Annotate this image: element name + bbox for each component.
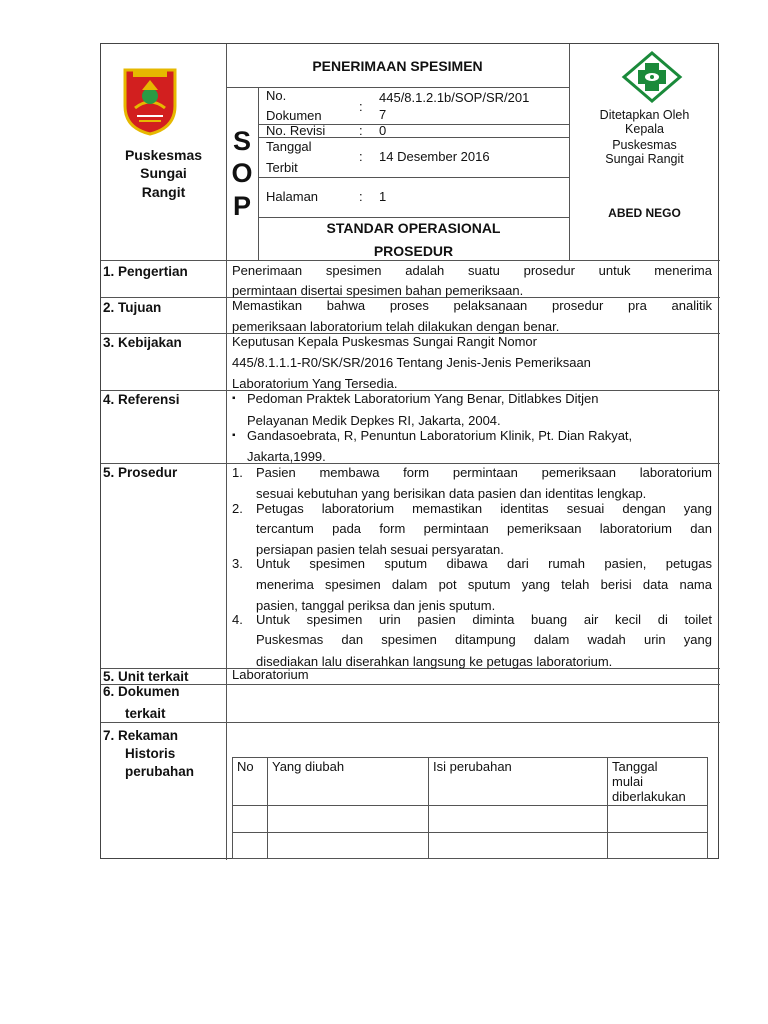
- table-cell: [268, 806, 429, 833]
- section-label-rekaman: Historis: [125, 746, 176, 761]
- table-header-cell: Tanggal mulai diberlakukan: [608, 758, 708, 806]
- step-number: 4.: [232, 612, 243, 627]
- page-title: PENERIMAAN SPESIMEN: [312, 58, 483, 74]
- step-text: Petugas laboratorium memastikan identitas sesuai dengan yang: [256, 501, 712, 516]
- table-cell: [429, 806, 608, 833]
- table-cell: [268, 833, 429, 859]
- revision-history-table: [232, 757, 708, 859]
- pengertian-text: Penerimaan spesimen adalah suatu prosedur untuk menerima: [232, 263, 712, 278]
- sop-letter: S: [232, 126, 251, 156]
- table-cell: [608, 833, 708, 859]
- divider: [226, 260, 227, 860]
- divider: [101, 722, 720, 723]
- table-header-cell: Yang diubah: [268, 758, 429, 806]
- org-name-line: Rangit: [141, 184, 186, 200]
- sop-letter: O: [231, 158, 253, 188]
- step-text: menerima spesimen dalam pot sputum yang telah berisi data nama: [256, 577, 712, 592]
- table-cell: [429, 833, 608, 859]
- kebijakan-text: Laboratorium Yang Tersedia.: [232, 376, 398, 391]
- date-label: Tanggal: [266, 139, 312, 154]
- step-text: disediakan lalu diserahkan langsung ke petugas laboratorium.: [256, 654, 613, 669]
- step-number: 2.: [232, 501, 243, 516]
- sop-document: [100, 43, 719, 859]
- revision-label: No. Revisi: [266, 123, 326, 138]
- table-row: [233, 833, 708, 859]
- step-text: Untuk spesimen sputum dibawa dari rumah pasien, petugas: [256, 556, 712, 571]
- org-name-line: Sungai: [140, 165, 187, 181]
- referensi-text: Jakarta,1999.: [247, 449, 326, 464]
- section-label-dokumen-terkait: 6. Dokumen: [103, 684, 180, 699]
- section-label-unit-terkait: 5. Unit terkait: [103, 669, 189, 684]
- org-name-line: Puskesmas: [124, 147, 203, 163]
- bullet-icon: ▪: [232, 430, 236, 441]
- step-text: tercantum pada form permintaan pemeriksaan laboratorium dan: [256, 521, 712, 536]
- approver-name: ABED NEGO: [608, 206, 681, 220]
- divider: [101, 260, 720, 261]
- table-cell: [233, 806, 268, 833]
- table-header-cell: No: [233, 758, 268, 806]
- table-cell: [233, 833, 268, 859]
- section-label-tujuan: 2. Tujuan: [103, 300, 162, 315]
- doc-no-value: 7: [379, 107, 387, 122]
- section-label-prosedur: 5. Prosedur: [103, 465, 178, 480]
- doc-no-label: Dokumen: [266, 108, 322, 123]
- step-text: pasien, tanggal periksa dan jenis sputum.: [256, 598, 496, 613]
- revision-value: 0: [379, 123, 387, 138]
- unit-terkait-value: Laboratorium: [232, 667, 309, 682]
- colon: :: [359, 99, 363, 114]
- doc-no-value: 445/8.1.2.1b/SOP/SR/201: [379, 90, 530, 105]
- section-label-referensi: 4. Referensi: [103, 392, 180, 407]
- tujuan-text: pemeriksaan laboratorium telah dilakukan dengan benar.: [232, 319, 560, 334]
- page-label: Halaman: [266, 189, 319, 204]
- step-text: sesuai kebutuhan yang berisikan data pasien dan identitas lengkap.: [256, 486, 647, 501]
- page-value: 1: [379, 189, 387, 204]
- section-label-pengertian: 1. Pengertian: [103, 264, 188, 279]
- approval-line: Kepala: [625, 122, 664, 136]
- kebijakan-text: 445/8.1.1.1-R0/SK/SR/2016 Tentang Jenis-Jenis Pemeriksaan: [232, 355, 591, 370]
- step-number: 3.: [232, 556, 243, 571]
- colon: :: [359, 189, 363, 204]
- referensi-text: Pedoman Praktek Laboratorium Yang Benar, Ditlabkes Ditjen: [247, 391, 599, 406]
- divider: [101, 684, 720, 685]
- step-text: Untuk spesimen urin pasien diminta buang air kecil di toilet: [256, 612, 712, 627]
- kebijakan-text: Keputusan Kepala Puskesmas Sungai Rangit Nomor: [232, 334, 537, 349]
- approval-line: Ditetapkan Oleh: [599, 108, 690, 122]
- regency-coat-of-arms-icon: [121, 66, 179, 136]
- referensi-text: Gandasoebrata, R, Penuntun Laboratorium Klinik, Pt. Dian Rakyat,: [247, 428, 633, 443]
- section-label-rekaman: 7. Rekaman: [103, 728, 179, 743]
- table-row: [233, 806, 708, 833]
- table-header-cell: Isi perubahan: [429, 758, 608, 806]
- doc-no-label: No.: [266, 88, 287, 103]
- colon: :: [359, 149, 363, 164]
- referensi-text: Pelayanan Medik Depkes RI, Jakarta, 2004.: [247, 413, 501, 428]
- step-number: 1.: [232, 465, 243, 480]
- colon: :: [359, 123, 363, 138]
- step-text: persiapan pasien telah sesuai persyaratan.: [256, 542, 504, 557]
- section-label-rekaman: perubahan: [125, 764, 195, 779]
- section-label-kebijakan: 3. Kebijakan: [103, 335, 182, 350]
- standard-title: STANDAR OPERASIONAL: [326, 220, 501, 236]
- step-text: Pasien membawa form permintaan pemeriksaan laboratorium: [256, 465, 712, 480]
- date-label: Terbit: [266, 160, 298, 175]
- table-header-row: [233, 758, 708, 806]
- sop-letter: P: [232, 191, 251, 221]
- pengertian-text: permintaan disertai spesimen bahan pemeriksaan.: [232, 283, 524, 298]
- approval-line: Puskesmas: [612, 138, 677, 152]
- table-cell: [608, 806, 708, 833]
- bullet-icon: ▪: [232, 393, 236, 404]
- section-label-dokumen-terkait: terkait: [125, 706, 166, 721]
- date-value: 14 Desember 2016: [379, 149, 490, 164]
- approval-line: Sungai Rangit: [605, 152, 684, 166]
- tujuan-text: Memastikan bahwa proses pelaksanaan prosedur pra analitik: [232, 298, 712, 313]
- puskesmas-logo-icon: [620, 51, 684, 103]
- standard-title: PROSEDUR: [373, 243, 454, 259]
- divider: [258, 177, 569, 178]
- step-text: Puskesmas dan spesimen ditampung dalam wadah urin yang: [256, 632, 712, 647]
